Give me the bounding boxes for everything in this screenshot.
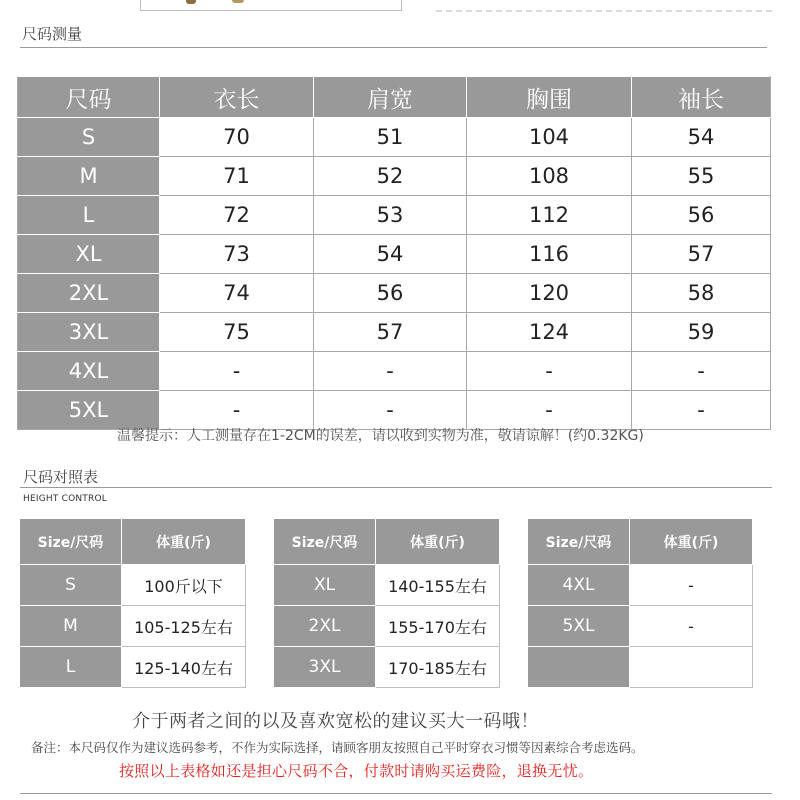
column-header-sleeve: 袖长	[632, 77, 771, 118]
table-header-row	[20, 519, 246, 565]
size-header: Size/尺码	[274, 519, 376, 565]
size-weight-table-3	[527, 518, 753, 688]
weight-cell: 125-140左右	[122, 647, 246, 688]
table-row	[18, 196, 771, 235]
weight-header: 体重(斤)	[122, 519, 246, 565]
cell-sleeve: 56	[632, 196, 771, 235]
divider-dashed	[436, 10, 772, 12]
cell-chest: 124	[467, 313, 632, 352]
cell-size: 4XL	[18, 352, 160, 391]
weight-header: 体重(斤)	[630, 519, 753, 565]
table-row	[528, 565, 753, 606]
cell-size: S	[18, 118, 160, 157]
table-row	[274, 565, 500, 606]
cell-chest: -	[467, 352, 632, 391]
cell-chest: 116	[467, 235, 632, 274]
table-row	[20, 647, 246, 688]
size-cell: 4XL	[528, 565, 630, 606]
size-cell: S	[20, 565, 122, 606]
cell-shoulder: 53	[314, 196, 467, 235]
weight-cell: 100斤以下	[122, 565, 246, 606]
weight-header: 体重(斤)	[376, 519, 500, 565]
size-cell: L	[20, 647, 122, 688]
warning-note: 按照以上表格如还是担心尺码不合，付款时请购买运费险，退换无忧。	[119, 762, 594, 780]
cell-size: M	[18, 157, 160, 196]
table-row	[20, 606, 246, 647]
cell-sleeve: 55	[632, 157, 771, 196]
cell-size: 5XL	[18, 391, 160, 430]
compare-section-subtitle: HEIGHT CONTROL	[23, 494, 107, 504]
remark-note: 备注：本尺码仅作为建议选码参考，不作为实际选择，请顾客朋友按照自己平时穿衣习惯等因素综合考虑选码。	[31, 740, 644, 755]
table-row	[528, 647, 753, 688]
bottom-divider	[20, 793, 772, 794]
size-header: Size/尺码	[20, 519, 122, 565]
cell-sleeve: -	[632, 352, 771, 391]
table-header-row	[528, 519, 753, 565]
table-row	[18, 352, 771, 391]
cell-size: L	[18, 196, 160, 235]
column-header-shoulder: 肩宽	[314, 77, 467, 118]
cell-sleeve: 59	[632, 313, 771, 352]
cell-shoulder: 54	[314, 235, 467, 274]
cell-sleeve: -	[632, 391, 771, 430]
cell-chest: 112	[467, 196, 632, 235]
cell-shoulder: 52	[314, 157, 467, 196]
cell-size: 3XL	[18, 313, 160, 352]
size-weight-table-2	[273, 518, 500, 688]
table-row	[528, 606, 753, 647]
table-header-row	[18, 77, 771, 118]
compare-section-title: 尺码对照表	[23, 468, 99, 486]
size-cell: M	[20, 606, 122, 647]
cell-shoulder: -	[314, 391, 467, 430]
cell-length: 75	[160, 313, 314, 352]
cell-length: 73	[160, 235, 314, 274]
weight-cell	[630, 647, 753, 688]
cell-length: 70	[160, 118, 314, 157]
compare-section-divider	[20, 487, 772, 488]
size-cell	[528, 647, 630, 688]
cell-chest: 108	[467, 157, 632, 196]
cell-chest: 104	[467, 118, 632, 157]
weight-cell: 140-155左右	[376, 565, 500, 606]
product-image-fragment	[232, 0, 244, 3]
size-cell: 5XL	[528, 606, 630, 647]
cell-shoulder: 56	[314, 274, 467, 313]
column-header-size: 尺码	[18, 77, 160, 118]
table-row	[18, 274, 771, 313]
table-header-row	[274, 519, 500, 565]
cell-chest: -	[467, 391, 632, 430]
size-cell: 3XL	[274, 647, 376, 688]
cell-sleeve: 54	[632, 118, 771, 157]
cell-sleeve: 57	[632, 235, 771, 274]
weight-cell: 155-170左右	[376, 606, 500, 647]
product-image-frame	[140, 0, 402, 11]
cell-length: -	[160, 352, 314, 391]
table-row	[18, 118, 771, 157]
weight-cell: 105-125左右	[122, 606, 246, 647]
weight-cell: 170-185左右	[376, 647, 500, 688]
cell-size: XL	[18, 235, 160, 274]
cell-length: 72	[160, 196, 314, 235]
size-weight-table-1	[19, 518, 246, 688]
advice-note: 介于两者之间的以及喜欢宽松的建议买大一码哦！	[132, 711, 539, 732]
cell-shoulder: -	[314, 352, 467, 391]
weight-cell: -	[630, 565, 753, 606]
measure-section-title: 尺码测量	[22, 25, 83, 43]
size-measure-table	[17, 76, 771, 430]
cell-shoulder: 57	[314, 313, 467, 352]
weight-cell: -	[630, 606, 753, 647]
cell-shoulder: 51	[314, 118, 467, 157]
measure-section-divider	[20, 47, 767, 48]
cell-sleeve: 58	[632, 274, 771, 313]
measure-error-hint: 温馨提示：人工测量存在1-2CM的误差，请以收到实物为准，敬请谅解！(约0.32KG)	[117, 428, 644, 444]
product-image-fragment	[186, 0, 196, 4]
cell-chest: 120	[467, 274, 632, 313]
cell-length: 74	[160, 274, 314, 313]
table-row	[274, 647, 500, 688]
cell-size: 2XL	[18, 274, 160, 313]
table-row	[20, 565, 246, 606]
cell-length: 71	[160, 157, 314, 196]
table-row	[18, 157, 771, 196]
column-header-chest: 胸围	[467, 77, 632, 118]
size-header: Size/尺码	[528, 519, 630, 565]
table-row	[18, 235, 771, 274]
cell-length: -	[160, 391, 314, 430]
table-row	[274, 606, 500, 647]
size-cell: XL	[274, 565, 376, 606]
table-row	[18, 313, 771, 352]
size-cell: 2XL	[274, 606, 376, 647]
table-row	[18, 391, 771, 430]
column-header-length: 衣长	[160, 77, 314, 118]
